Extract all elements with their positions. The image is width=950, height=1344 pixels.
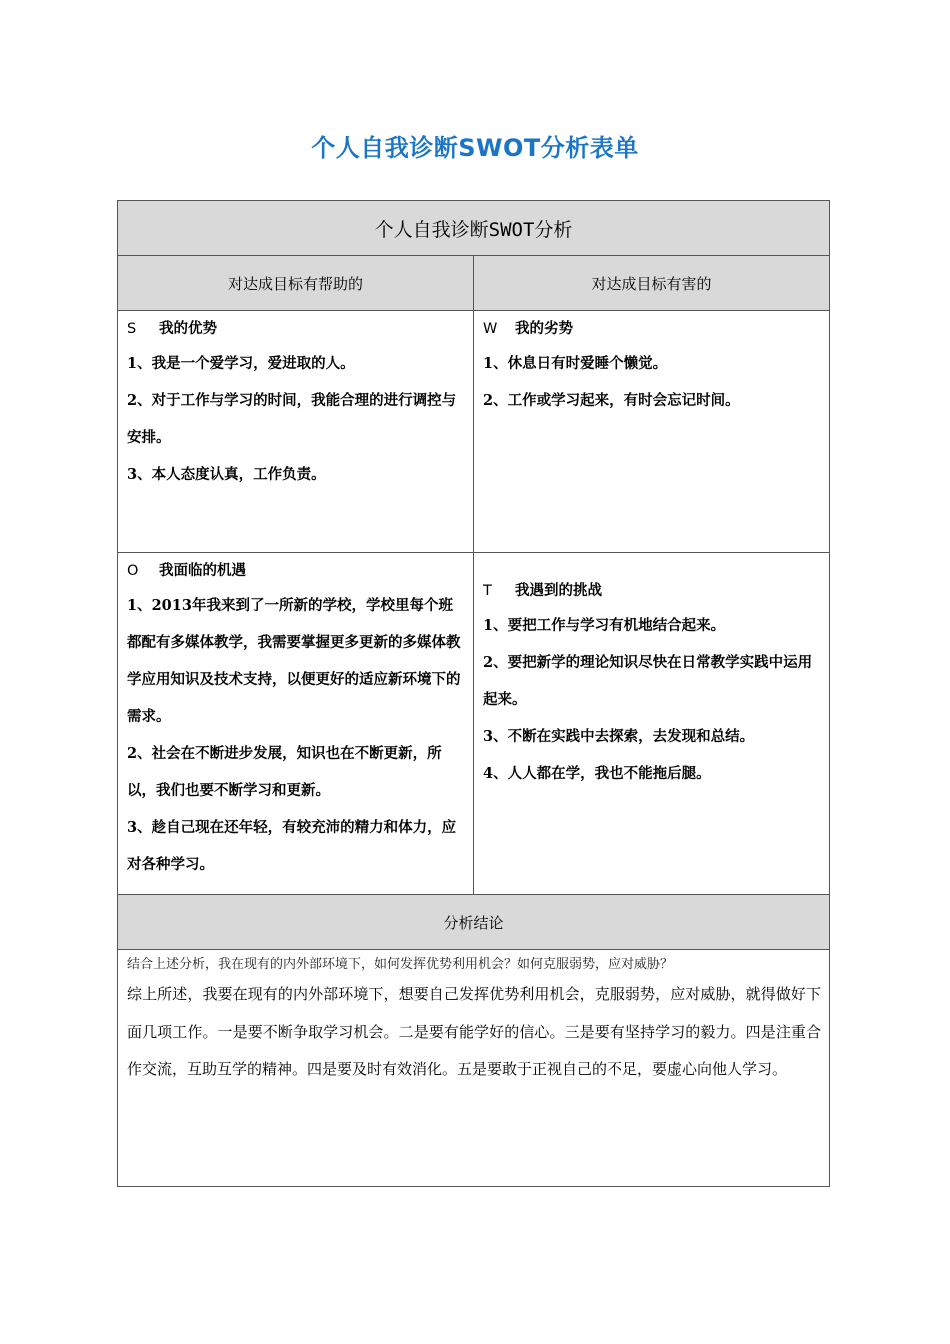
threats-title: 我遇到的挑战 — [515, 582, 602, 599]
weaknesses-header — [483, 317, 821, 341]
strength-item: 3、本人态度认真，工作负责。 — [127, 466, 326, 483]
threats-letter: T — [483, 583, 492, 599]
swot-table-title: 个人自我诊断SWOT分析 — [118, 201, 830, 256]
strengths-letter: S — [127, 321, 137, 337]
threat-item: 2、要把新学的理论知识尽快在日常教学实践中运用起来。 — [483, 654, 813, 708]
weaknesses-cell — [474, 311, 830, 553]
conclusion-text: 综上所述，我要在现有的内外部环境下，想要自己发挥优势利用机会，克服弱势，应对威胁，就得做好下面几项工作。一是要不断争取学习机会。二是要有能学好的信心。三是要有坚持学习的毅力。四是注重合作交流，互助互学的精神。四是要及时有效消化。五是要敢于正视自己的不足，要虚心向他人学习。 — [127, 985, 822, 1078]
threats-cell — [474, 553, 830, 895]
opportunity-item: 3、趁自己现在还年轻，有较充沛的精力和体力，应对各种学习。 — [127, 819, 457, 873]
conclusion-cell — [118, 950, 830, 1187]
opportunity-item: 1、2013年我来到了一所新的学校，学校里每个班都配有多媒体教学，我需要掌握更多更新的多媒体教学应用知识及技术支持，以便更好的适应新环境下的需求。 — [127, 597, 461, 725]
opportunities-letter: O — [127, 563, 139, 579]
weakness-item: 1、休息日有时爱睡个懒觉。 — [483, 355, 668, 372]
threat-item: 4、人人都在学，我也不能拖后腿。 — [483, 765, 711, 782]
threat-item: 1、要把工作与学习有机地结合起来。 — [483, 617, 726, 634]
weaknesses-title: 我的劣势 — [515, 320, 573, 337]
conclusion-prompt: 结合上述分析，我在现有的内外部环境下，如何发挥优势利用机会？如何克服弱势，应对威胁？ — [127, 957, 674, 972]
strength-item: 1、我是一个爱学习，爱进取的人。 — [127, 355, 355, 372]
conclusion-header: 分析结论 — [118, 895, 830, 950]
column-header-helpful: 对达成目标有帮助的 — [118, 256, 474, 311]
opportunities-title: 我面临的机遇 — [159, 562, 246, 579]
strengths-title: 我的优势 — [159, 320, 217, 337]
opportunities-header — [127, 559, 465, 583]
swot-table — [117, 200, 830, 1187]
weaknesses-letter: W — [483, 321, 498, 337]
weakness-item: 2、工作或学习起来，有时会忘记时间。 — [483, 392, 740, 409]
column-header-harmful: 对达成目标有害的 — [474, 256, 830, 311]
strengths-header — [127, 317, 465, 341]
opportunities-cell — [118, 553, 474, 895]
threat-item: 3、不断在实践中去探索，去发现和总结。 — [483, 728, 755, 745]
document-title: 个人自我诊断SWOT分析表单 — [311, 134, 639, 162]
opportunity-item: 2、社会在不断进步发展，知识也在不断更新，所以，我们也要不断学习和更新。 — [127, 745, 442, 799]
strength-item: 2、对于工作与学习的时间，我能合理的进行调控与安排。 — [127, 392, 457, 446]
strengths-cell — [118, 311, 474, 553]
threats-header — [483, 579, 821, 603]
